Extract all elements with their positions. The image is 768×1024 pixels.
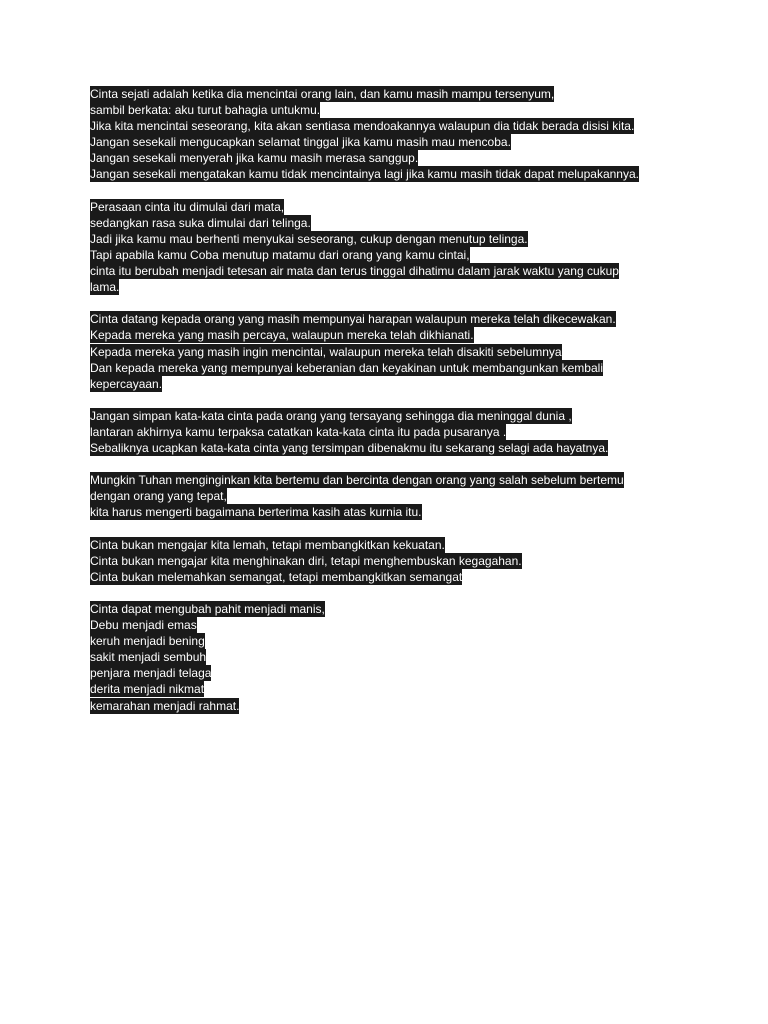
text-line [90, 601, 690, 617]
highlighted-text: keruh menjadi bening [90, 634, 205, 649]
text-line [90, 504, 690, 520]
highlighted-text: cinta itu berubah menjadi tetesan air mata dan terus tinggal dihatimu dalam jarak waktu yang cukup [90, 264, 619, 279]
highlighted-text: Cinta bukan melemahkan semangat, tetapi membangkitkan semangat [90, 569, 463, 584]
paragraph-6 [90, 537, 690, 585]
highlighted-text: sedangkan rasa suka dimulai dari telinga. [90, 215, 311, 230]
text-line [90, 569, 690, 585]
highlighted-text: kemarahan menjadi rahmat. [90, 698, 240, 713]
text-line [90, 553, 690, 569]
text-line [90, 681, 690, 697]
text-line [90, 376, 690, 392]
paragraph-1 [90, 86, 690, 183]
text-line [90, 327, 690, 343]
text-line [90, 102, 690, 118]
highlighted-text: kepercayaan. [90, 376, 163, 391]
paragraph-3 [90, 311, 690, 391]
text-line [90, 698, 690, 714]
text-line [90, 360, 690, 376]
text-line [90, 440, 690, 456]
highlighted-text: Dan kepada mereka yang mempunyai keberanian dan keyakinan untuk membangunkan kembali [90, 360, 603, 375]
text-line [90, 311, 690, 327]
paragraph-4 [90, 408, 690, 456]
highlighted-text: Cinta bukan mengajar kita menghinakan diri, tetapi menghembuskan kegagahan. [90, 553, 522, 568]
text-line [90, 665, 690, 681]
highlighted-text: Mungkin Tuhan menginginkan kita bertemu dan bercinta dengan orang yang salah sebelum bertemu [90, 473, 624, 488]
highlighted-text: Kepada mereka yang masih percaya, walaupun mereka telah dikhianati. [90, 328, 474, 343]
text-line [90, 215, 690, 231]
highlighted-text: kita harus mengerti bagaimana berterima kasih atas kurnia itu. [90, 505, 422, 520]
highlighted-text: dengan orang yang tepat, [90, 489, 227, 504]
text-line [90, 408, 690, 424]
text-line [90, 150, 690, 166]
highlighted-text: Jangan sesekali mengucapkan selamat tinggal jika kamu masih mau mencoba. [90, 135, 511, 150]
highlighted-text: Jangan sesekali menyerah jika kamu masih merasa sanggup. [90, 151, 419, 166]
text-line [90, 649, 690, 665]
text-line [90, 134, 690, 150]
text-line [90, 247, 690, 263]
highlighted-text: Cinta datang kepada orang yang masih mempunyai harapan walaupun mereka telah dikecewakan. [90, 312, 616, 327]
highlighted-text: Jadi jika kamu mau berhenti menyukai seseorang, cukup dengan menutup telinga. [90, 231, 528, 246]
text-line [90, 199, 690, 215]
highlighted-text: sambil berkata: aku turut bahagia untukmu. [90, 103, 321, 118]
highlighted-text: penjara menjadi telaga [90, 666, 212, 681]
highlighted-text: sakit menjadi sembuh [90, 650, 207, 665]
text-line [90, 488, 690, 504]
highlighted-text: Jika kita mencintai seseorang, kita akan sentiasa mendoakannya walaupun dia tidak berada disisi kita. [90, 119, 635, 134]
highlighted-text: Jangan simpan kata-kata cinta pada orang yang tersayang sehingga dia meninggal dunia , [90, 408, 572, 423]
text-line [90, 86, 690, 102]
paragraph-2 [90, 199, 690, 296]
highlighted-text: lama. [90, 280, 120, 295]
text-line [90, 424, 690, 440]
highlighted-text: Cinta dapat mengubah pahit menjadi manis, [90, 602, 325, 616]
highlighted-text: Jangan sesekali mengatakan kamu tidak mencintainya lagi jika kamu masih tidak dapat melupakannya. [90, 167, 639, 182]
highlighted-text: Cinta bukan mengajar kita lemah, tetapi membangkitkan kekuatan. [90, 537, 445, 552]
highlighted-text: Cinta sejati adalah ketika dia mencintai orang lain, dan kamu masih mampu tersenyum, [90, 87, 555, 101]
text-line [90, 263, 690, 279]
highlighted-text: Kepada mereka yang masih ingin mencintai, walaupun mereka telah disakiti sebelumnya [90, 344, 562, 359]
highlighted-text: Sebaliknya ucapkan kata-kata cinta yang tersimpan dibenakmu itu sekarang selagi ada hayatnya. [90, 441, 609, 456]
text-line [90, 231, 690, 247]
text-line [90, 633, 690, 649]
text-line [90, 166, 690, 182]
text-line [90, 472, 690, 488]
text-line [90, 118, 690, 134]
paragraph-5 [90, 472, 690, 520]
document-body [90, 86, 690, 730]
highlighted-text: derita menjadi nikmat [90, 682, 205, 697]
text-line [90, 279, 690, 295]
highlighted-text: lantaran akhirnya kamu terpaksa catatkan kata-kata cinta itu pada pusaranya . [90, 424, 507, 439]
text-line [90, 617, 690, 633]
highlighted-text: Perasaan cinta itu dimulai dari mata, [90, 199, 285, 214]
text-line [90, 344, 690, 360]
highlighted-text: Tapi apabila kamu Coba menutup matamu dari orang yang kamu cintai, [90, 247, 470, 262]
text-line [90, 537, 690, 553]
highlighted-text: Debu menjadi emas [90, 618, 197, 633]
paragraph-7 [90, 601, 690, 714]
